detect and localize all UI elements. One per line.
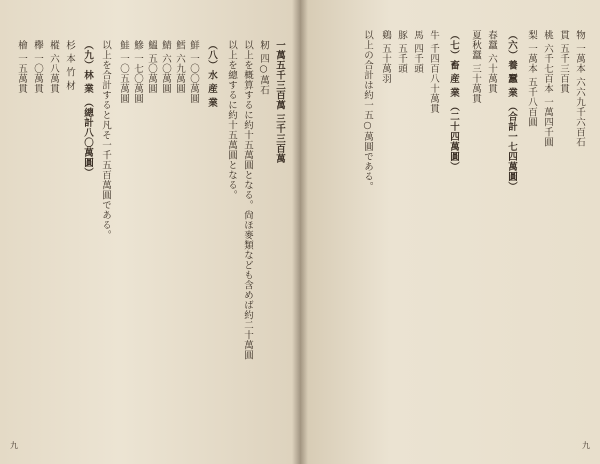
left-col-7: 鱈 六九萬圓 <box>174 40 185 94</box>
right-col-9: 牛 千四百八十萬貫 <box>428 30 439 114</box>
right-col-4: 梨 一萬本 五千八百圓 <box>526 30 537 128</box>
left-col-5: （八）水 産 業 <box>206 40 217 108</box>
left-col-4: 以上を總するに約十五萬圓となる。 <box>226 40 237 200</box>
right-col-13: 以上の合計は約一五○萬圓である。 <box>362 30 373 192</box>
right-col-12: 鷄 五十萬羽 <box>380 30 391 84</box>
left-col-17: 檜 一五萬貫 <box>16 40 27 94</box>
left-col-8: 鯖 六〇萬圓 <box>160 40 171 94</box>
right-col-1: 物 一萬本 六六九千六百石 <box>574 30 585 148</box>
left-col-16: 欅 一〇萬貫 <box>32 40 43 94</box>
left-col-3: 以上を概算するに約十五萬圓となる。尙ほ麥類なども含めば約二十萬圓 <box>242 40 253 360</box>
left-col-2: 籾 四○萬石 <box>258 40 269 96</box>
left-col-6: 鮮 一〇〇萬圓 <box>188 40 199 104</box>
right-col-2: 貫 五千三百貫 <box>558 30 569 94</box>
right-col-8: （七）畜 産 業 （二十四萬圓） <box>448 30 459 172</box>
left-col-9: 鰮 五〇萬圓 <box>146 40 157 94</box>
right-col-3: 桃 六千七百本 一萬四千圓 <box>542 30 553 148</box>
right-page <box>300 0 600 464</box>
left-folio: 九 <box>10 441 18 450</box>
right-col-6: 春蠶 六十萬貫 <box>486 30 497 94</box>
left-col-15: 樅 六八萬貫 <box>48 40 59 94</box>
left-col-11: 鮭 一〇五萬圓 <box>118 40 129 104</box>
left-col-1: 一萬五千三百萬 三千三百萬 <box>274 40 285 164</box>
left-col-14: 杉 本 竹 材 <box>64 40 75 91</box>
left-col-10: 鰺 一七〇萬圓 <box>132 40 143 104</box>
right-col-10: 馬 四千頭 <box>412 30 423 74</box>
right-col-5: （六）養 蠶 業 （合計一七四萬圓） <box>506 30 517 192</box>
right-folio: 九 <box>582 441 590 450</box>
book-gutter <box>292 0 308 464</box>
left-col-12: 以上を合計すると凡そ一千五百萬圓である。 <box>100 40 111 240</box>
right-col-7: 夏秋蠶 三十萬貫 <box>470 30 481 104</box>
left-col-13: （九）林 業 （總計八〇萬圓） <box>82 40 93 178</box>
right-col-11: 豚 五千頭 <box>396 30 407 74</box>
